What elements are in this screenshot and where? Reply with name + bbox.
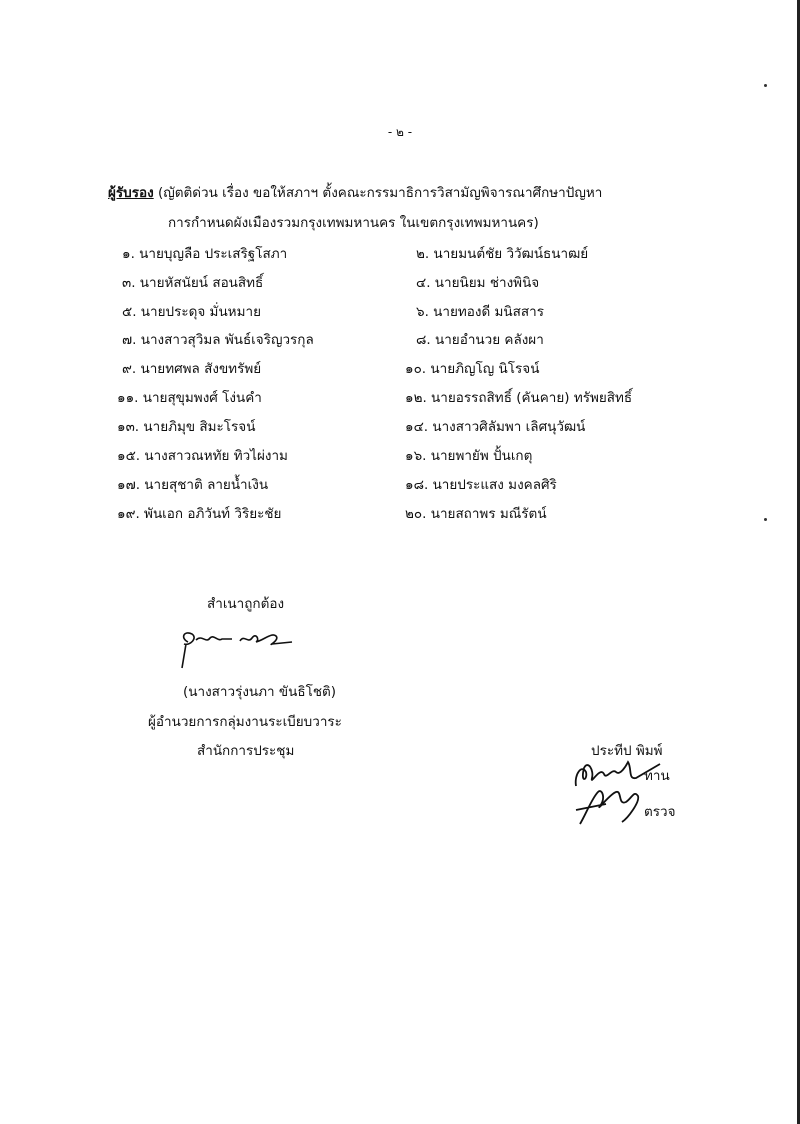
scan-speck: [764, 84, 767, 87]
checked-word: ตรวจ: [644, 804, 676, 820]
signer-item: ๑๐. นายภิญโญ นิโรจน์: [405, 361, 540, 377]
signer-item: ๑๗. นายสุชาติ ลายน้ำเงิน: [117, 477, 269, 493]
signer-item: ๒. นายมนต์ชัย วิวัฒน์ธนาฒย์: [416, 246, 589, 262]
signer-item: ๑๘. นายประแสง มงคลศิริ: [405, 477, 557, 493]
scan-speck: [764, 518, 767, 521]
certifier-name: (นางสาวรุ่งนภา ขันธิโชติ): [183, 684, 337, 700]
typist-label: ประทีป พิมพ์: [591, 743, 663, 759]
signer-item: ๖. นายทองดี มนิสสาร: [416, 304, 544, 320]
signer-item: ๑๔. นางสาวศิลัมพา เลิศนุวัฒน์: [405, 419, 586, 435]
signer-item: ๘. นายอำนวย คลังผา: [416, 332, 544, 348]
certifier-signature: [176, 628, 306, 673]
signer-item: ๒๐. นายสถาพร มณีรัตน์: [405, 506, 547, 522]
checker-signature: [572, 784, 652, 828]
signer-item: ๑๙. พันเอก อภิวันท์ วิริยะชัย: [117, 506, 282, 522]
heading-text: (ญัตติด่วน เรื่อง ขอให้สภาฯ ตั้งคณะกรรมาธิการวิสามัญพิจารณาศึกษาปัญหา: [153, 185, 603, 201]
signer-item: ๓. นายหัสนัยน์ สอนสิทธิ์: [122, 275, 264, 291]
typed-word: ทาน: [644, 768, 670, 784]
signer-item: ๗. นางสาวสุวิมล พันธ์เจริญวรกุล: [122, 332, 314, 348]
certification-label: สำเนาถูกต้อง: [207, 596, 285, 612]
signer-item: ๙. นายทศพล สังขทรัพย์: [122, 361, 262, 377]
signer-item: ๕. นายประดุจ มั่นหมาย: [122, 304, 261, 320]
certifier-position: ผู้อำนวยการกลุ่มงานระเบียบวาระ: [148, 714, 342, 730]
certifier-office: สำนักการประชุม: [197, 743, 295, 759]
signer-item: ๑. นายบุญลือ ประเสริฐโสภา: [122, 246, 288, 262]
signer-item: ๑๒. นายอรรถสิทธิ์ (คันคาย) ทรัพยสิทธิ์: [405, 390, 633, 406]
signer-item: ๑๑. นายสุขุมพงศ์ โง่นคำ: [117, 390, 262, 406]
heading-line-1: [108, 181, 602, 203]
signer-item: ๔. นายนิยม ช่างพินิจ: [416, 275, 540, 291]
signer-item: ๑๕. นางสาวณหทัย ทิวไผ่งาม: [117, 448, 288, 464]
signer-item: ๑๖. นายพายัพ ปั้นเกตุ: [405, 448, 533, 464]
signer-item: ๑๓. นายภิมุข สิมะโรจน์: [117, 419, 256, 435]
heading-line-2: การกำหนดผังเมืองรวมกรุงเทพมหานคร ในเขตกรุงเทพมหานคร): [168, 215, 539, 231]
page-number: - ๒ -: [387, 125, 413, 139]
heading-label: ผู้รับรอง: [108, 185, 154, 201]
